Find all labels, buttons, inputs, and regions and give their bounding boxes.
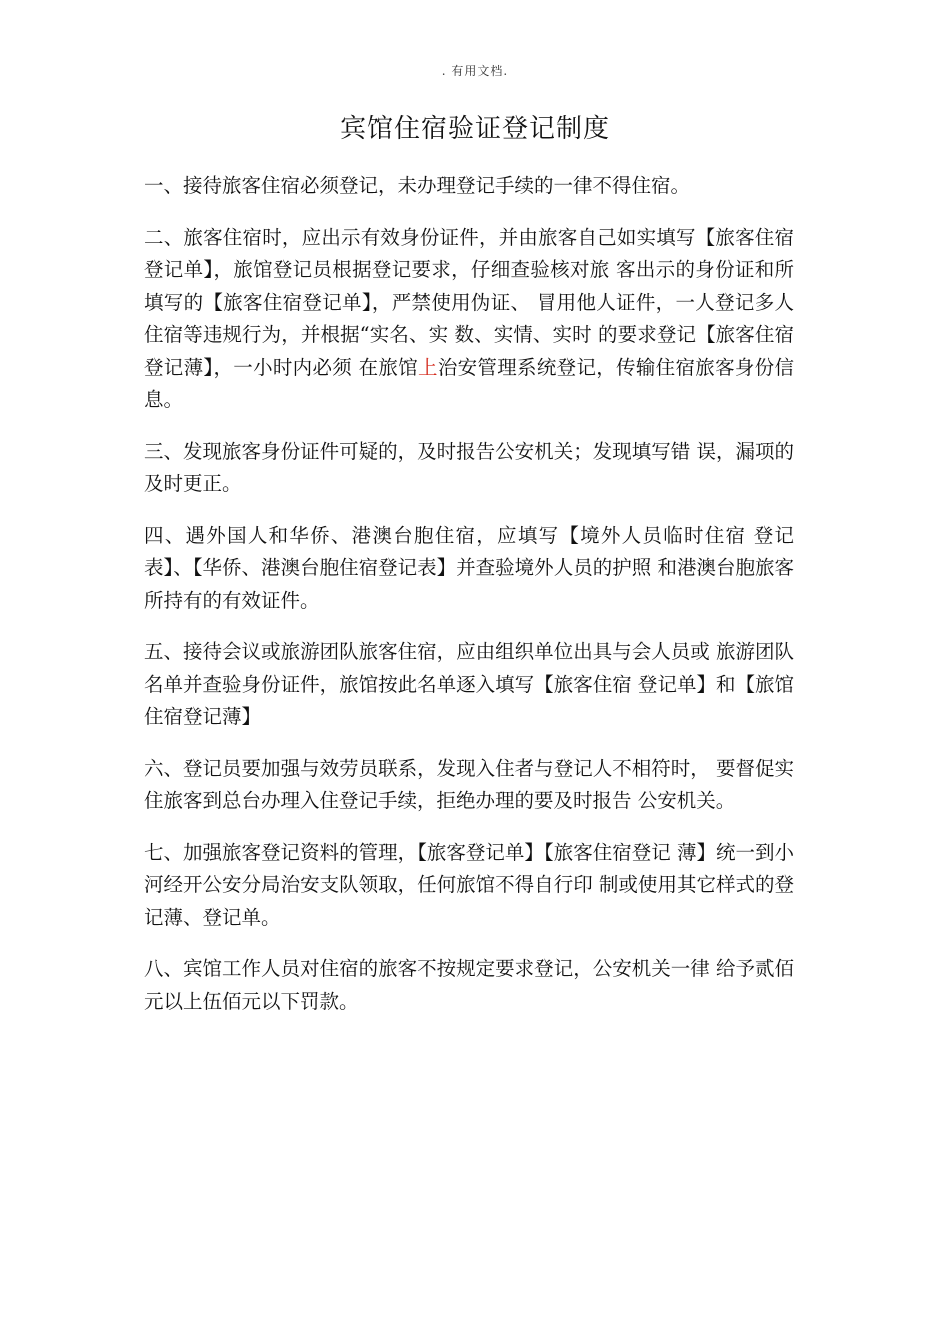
article-3	[144, 436, 794, 501]
article-1	[144, 170, 794, 203]
article-1-text: 一、接待旅客住宿必须登记，未办理登记手续的一律不得住宿。	[144, 174, 691, 197]
article-2-text: 二、旅客住宿时，应出示有效身份证件，并由旅客自己如实填写【旅客住宿登记单】，旅馆登记员根据登记要求，仔细查验核对旅 客出示的身份证和所填写的【旅客住宿登记单】，严禁使用伪证、 冒用他人证件，一人登记多人住宿等违规行为，并根据“实名、实 数、实情、实时 的要求登记【旅客住宿登记薄】，一小时内必须 在旅馆	[144, 225, 794, 379]
article-2	[144, 222, 794, 417]
article-8	[144, 953, 794, 1018]
article-3-text: 三、发现旅客身份证件可疑的，及时报告公安机关；发现填写错 误，漏项的及时更正。	[144, 439, 794, 495]
document-body	[144, 170, 794, 1037]
article-4	[144, 520, 794, 618]
article-7	[144, 837, 794, 935]
article-5	[144, 636, 794, 734]
article-4-text: 四、遇外国人和华侨、港澳台胞住宿，应填写【境外人员临时住宿 登记表】、【华侨、港澳台胞住宿登记表】并查验境外人员的护照 和港澳台胞旅客所持有的有效证件。	[144, 523, 794, 612]
document-title: 宾馆住宿验证登记制度	[339, 114, 610, 144]
article-8-text: 八、宾馆工作人员对住宿的旅客不按规定要求登记，公安机关一律 给予贰佰元以上伍佰元以下罚款。	[144, 957, 794, 1013]
article-6	[144, 753, 794, 818]
article-7-text: 七、加强旅客登记资料的管理，【旅客登记单】【旅客住宿登记 薄】统一到小河经开公安分局治安支队领取，任何旅馆不得自行印 制或使用其它样式的登记薄、登记单。	[144, 840, 794, 929]
article-2-text-rest: 治安管理系统登记，传输住宿旅客身份信息。	[144, 355, 794, 411]
article-6-text: 六、登记员要加强与效劳员联系，发现入住者与登记人不相符时， 要督促实住旅客到总台办理入住登记手续，拒绝办理的要及时报告 公安机关。	[144, 756, 794, 812]
article-5-text: 五、接待会议或旅游团队旅客住宿，应由组织单位出具与会人员或 旅游团队名单并查验身份证件，旅馆按此名单逐入填写【旅客住宿 登记单】和【旅馆住宿登记薄】	[144, 640, 794, 728]
page-header: . 有用文档.	[441, 64, 509, 78]
article-2-highlight: 上	[418, 355, 438, 379]
